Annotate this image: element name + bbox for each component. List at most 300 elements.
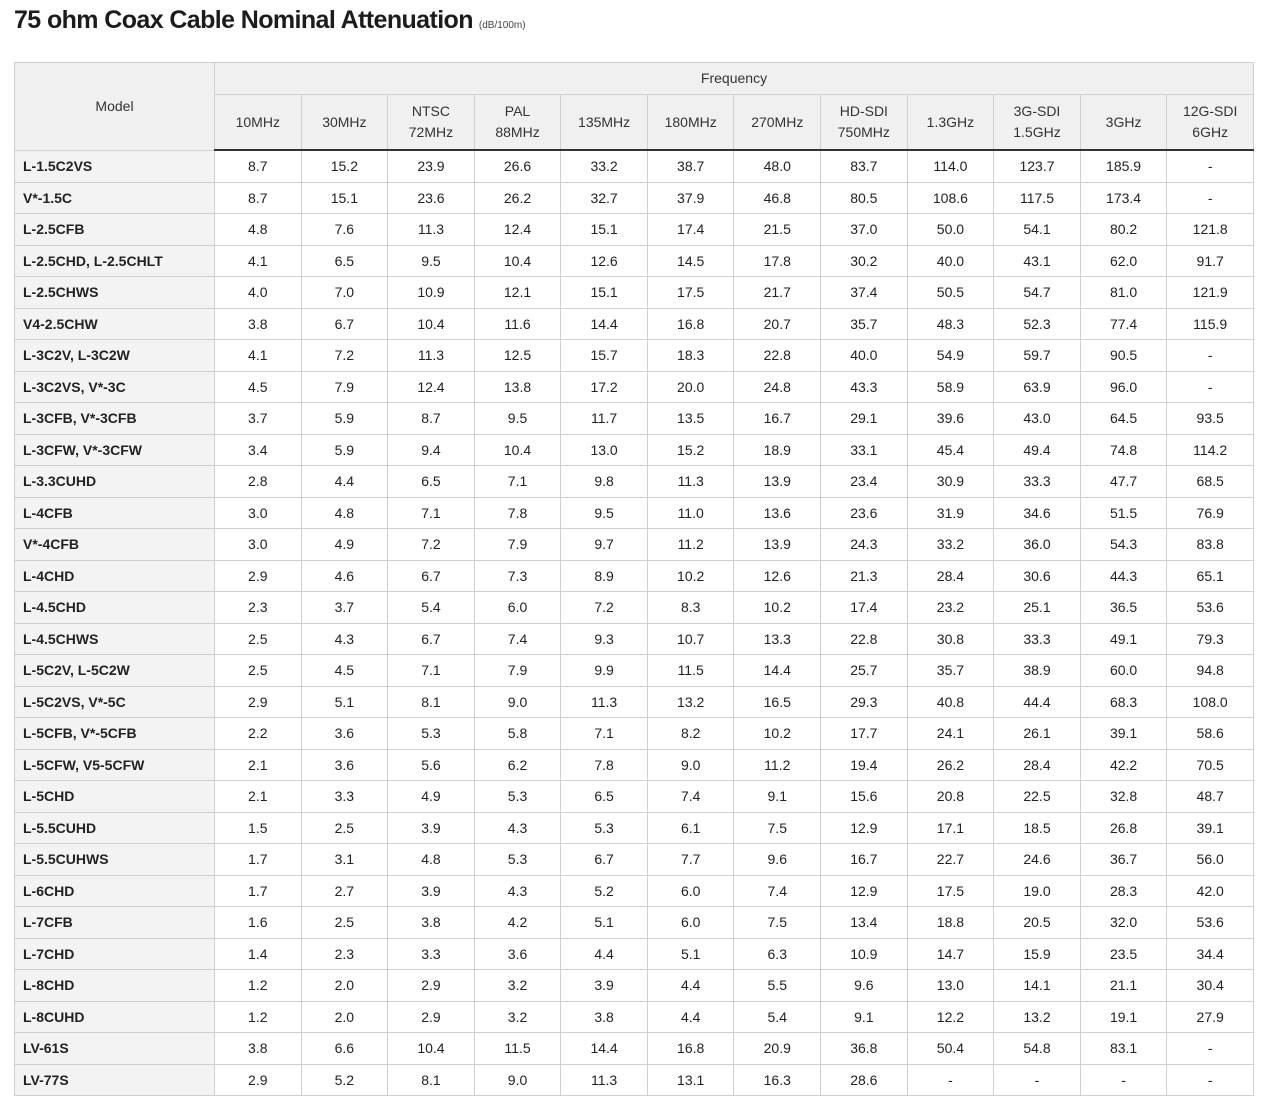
- table-row: [15, 812, 1254, 844]
- attenuation-value-cell: 54.3: [1080, 529, 1167, 561]
- frequency-group-header: Frequency: [215, 63, 1254, 95]
- model-cell: L-4CHD: [15, 560, 215, 592]
- attenuation-value-cell: 13.2: [647, 686, 734, 718]
- attenuation-value-cell: 12.9: [821, 812, 908, 844]
- attenuation-value-cell: 23.9: [388, 150, 475, 182]
- attenuation-value-cell: 37.9: [647, 182, 734, 214]
- attenuation-value-cell: 48.0: [734, 150, 821, 182]
- attenuation-value-cell: 11.5: [647, 655, 734, 687]
- frequency-column-header: [647, 95, 734, 151]
- attenuation-value-cell: 3.0: [215, 497, 302, 529]
- attenuation-value-cell: 14.5: [647, 245, 734, 277]
- attenuation-value-cell: 10.4: [388, 308, 475, 340]
- attenuation-value-cell: 38.7: [647, 150, 734, 182]
- attenuation-value-cell: 3.8: [215, 308, 302, 340]
- table-row: [15, 340, 1254, 372]
- column-header-line: 88MHz: [495, 124, 540, 140]
- attenuation-value-cell: 76.9: [1167, 497, 1254, 529]
- attenuation-value-cell: 74.8: [1080, 434, 1167, 466]
- attenuation-value-cell: 26.6: [474, 150, 561, 182]
- attenuation-value-cell: 40.8: [907, 686, 994, 718]
- attenuation-value-cell: 9.8: [561, 466, 648, 498]
- attenuation-value-cell: 37.4: [821, 277, 908, 309]
- attenuation-value-cell: 45.4: [907, 434, 994, 466]
- column-header-line: 3GHz: [1105, 113, 1142, 130]
- attenuation-value-cell: 10.9: [821, 938, 908, 970]
- attenuation-value-cell: 26.1: [994, 718, 1081, 750]
- table-row: [15, 434, 1254, 466]
- attenuation-value-cell: 3.6: [474, 938, 561, 970]
- attenuation-value-cell: -: [1167, 1033, 1254, 1065]
- attenuation-value-cell: 21.7: [734, 277, 821, 309]
- attenuation-value-cell: 46.8: [734, 182, 821, 214]
- model-cell: V*-1.5C: [15, 182, 215, 214]
- attenuation-value-cell: 1.2: [215, 1001, 302, 1033]
- attenuation-value-cell: 59.7: [994, 340, 1081, 372]
- frequency-column-header: [1167, 95, 1254, 151]
- attenuation-value-cell: 6.3: [734, 938, 821, 970]
- attenuation-value-cell: 62.0: [1080, 245, 1167, 277]
- attenuation-value-cell: 8.7: [215, 150, 302, 182]
- frequency-column-header: [734, 95, 821, 151]
- attenuation-value-cell: 11.2: [647, 529, 734, 561]
- model-cell: L-3C2V, L-3C2W: [15, 340, 215, 372]
- column-header-line: 12G-SDI: [1182, 103, 1238, 119]
- table-row: [15, 781, 1254, 813]
- frequency-column-header: [821, 95, 908, 151]
- table-row: [15, 718, 1254, 750]
- attenuation-value-cell: 11.6: [474, 308, 561, 340]
- frequency-column-header: [388, 95, 475, 151]
- attenuation-value-cell: 14.4: [561, 1033, 648, 1065]
- attenuation-value-cell: 9.7: [561, 529, 648, 561]
- attenuation-value-cell: 2.8: [215, 466, 302, 498]
- attenuation-value-cell: 6.7: [388, 623, 475, 655]
- attenuation-value-cell: 8.9: [561, 560, 648, 592]
- attenuation-value-cell: 23.5: [1080, 938, 1167, 970]
- attenuation-value-cell: 12.6: [734, 560, 821, 592]
- attenuation-value-cell: 2.0: [301, 970, 388, 1002]
- attenuation-value-cell: 123.7: [994, 150, 1081, 182]
- attenuation-value-cell: 5.2: [561, 875, 648, 907]
- attenuation-value-cell: 15.2: [647, 434, 734, 466]
- attenuation-value-cell: 94.8: [1167, 655, 1254, 687]
- attenuation-value-cell: 50.4: [907, 1033, 994, 1065]
- attenuation-value-cell: 34.6: [994, 497, 1081, 529]
- table-row: [15, 938, 1254, 970]
- attenuation-value-cell: 2.9: [215, 686, 302, 718]
- model-cell: L-3CFW, V*-3CFW: [15, 434, 215, 466]
- attenuation-value-cell: 18.8: [907, 907, 994, 939]
- attenuation-value-cell: 83.8: [1167, 529, 1254, 561]
- attenuation-value-cell: 56.0: [1167, 844, 1254, 876]
- attenuation-value-cell: 3.9: [561, 970, 648, 1002]
- column-header-line: 1.5GHz: [1013, 124, 1061, 140]
- attenuation-value-cell: 17.4: [821, 592, 908, 624]
- attenuation-value-cell: 23.2: [907, 592, 994, 624]
- attenuation-value-cell: 7.4: [647, 781, 734, 813]
- attenuation-value-cell: 115.9: [1167, 308, 1254, 340]
- attenuation-value-cell: 3.3: [301, 781, 388, 813]
- attenuation-value-cell: -: [1167, 182, 1254, 214]
- attenuation-value-cell: 40.0: [907, 245, 994, 277]
- attenuation-value-cell: 8.2: [647, 718, 734, 750]
- attenuation-value-cell: 50.5: [907, 277, 994, 309]
- attenuation-value-cell: 3.8: [215, 1033, 302, 1065]
- attenuation-value-cell: 17.4: [647, 214, 734, 246]
- attenuation-value-cell: 30.2: [821, 245, 908, 277]
- attenuation-value-cell: 7.6: [301, 214, 388, 246]
- model-cell: L-5CHD: [15, 781, 215, 813]
- attenuation-value-cell: 20.9: [734, 1033, 821, 1065]
- attenuation-value-cell: 15.7: [561, 340, 648, 372]
- attenuation-value-cell: 21.5: [734, 214, 821, 246]
- attenuation-value-cell: 13.4: [821, 907, 908, 939]
- attenuation-value-cell: 17.2: [561, 371, 648, 403]
- attenuation-value-cell: 4.0: [215, 277, 302, 309]
- table-row: [15, 907, 1254, 939]
- attenuation-value-cell: 185.9: [1080, 150, 1167, 182]
- attenuation-value-cell: 48.7: [1167, 781, 1254, 813]
- attenuation-value-cell: 36.5: [1080, 592, 1167, 624]
- attenuation-value-cell: 3.2: [474, 1001, 561, 1033]
- attenuation-value-cell: 5.1: [647, 938, 734, 970]
- attenuation-value-cell: 43.1: [994, 245, 1081, 277]
- column-header-line: HD-SDI: [839, 103, 888, 119]
- attenuation-value-cell: 7.7: [647, 844, 734, 876]
- attenuation-value-cell: 12.1: [474, 277, 561, 309]
- attenuation-value-cell: 15.1: [561, 277, 648, 309]
- attenuation-table: [14, 62, 1254, 1096]
- attenuation-value-cell: 7.2: [388, 529, 475, 561]
- attenuation-value-cell: 7.1: [388, 497, 475, 529]
- attenuation-value-cell: 12.4: [388, 371, 475, 403]
- attenuation-value-cell: 26.8: [1080, 812, 1167, 844]
- attenuation-value-cell: 65.1: [1167, 560, 1254, 592]
- attenuation-value-cell: 2.5: [215, 655, 302, 687]
- attenuation-value-cell: 7.9: [474, 529, 561, 561]
- attenuation-value-cell: 44.4: [994, 686, 1081, 718]
- model-cell: L-3CFB, V*-3CFB: [15, 403, 215, 435]
- attenuation-value-cell: 4.4: [301, 466, 388, 498]
- model-cell: L-4CFB: [15, 497, 215, 529]
- attenuation-value-cell: 1.7: [215, 844, 302, 876]
- title-text: 75 ohm Coax Cable Nominal Attenuation: [14, 6, 473, 34]
- attenuation-value-cell: 173.4: [1080, 182, 1167, 214]
- attenuation-value-cell: 38.9: [994, 655, 1081, 687]
- attenuation-value-cell: 32.7: [561, 182, 648, 214]
- attenuation-value-cell: 53.6: [1167, 907, 1254, 939]
- attenuation-value-cell: 2.3: [215, 592, 302, 624]
- attenuation-value-cell: 5.6: [388, 749, 475, 781]
- attenuation-value-cell: 12.5: [474, 340, 561, 372]
- attenuation-value-cell: 29.3: [821, 686, 908, 718]
- table-row: [15, 1001, 1254, 1033]
- attenuation-value-cell: 9.0: [647, 749, 734, 781]
- attenuation-value-cell: 93.5: [1167, 403, 1254, 435]
- attenuation-value-cell: 2.9: [215, 560, 302, 592]
- attenuation-value-cell: 5.2: [301, 1064, 388, 1096]
- frequency-column-header: [1080, 95, 1167, 151]
- attenuation-value-cell: 22.7: [907, 844, 994, 876]
- attenuation-value-cell: 4.4: [647, 1001, 734, 1033]
- attenuation-value-cell: 2.9: [388, 970, 475, 1002]
- attenuation-value-cell: 43.3: [821, 371, 908, 403]
- attenuation-value-cell: 16.8: [647, 1033, 734, 1065]
- table-row: [15, 497, 1254, 529]
- attenuation-value-cell: 63.9: [994, 371, 1081, 403]
- attenuation-value-cell: 7.1: [561, 718, 648, 750]
- attenuation-value-cell: 2.5: [301, 812, 388, 844]
- table-row: [15, 875, 1254, 907]
- model-cell: L-4.5CHD: [15, 592, 215, 624]
- attenuation-value-cell: 40.0: [821, 340, 908, 372]
- model-cell: L-7CFB: [15, 907, 215, 939]
- attenuation-value-cell: 108.6: [907, 182, 994, 214]
- attenuation-value-cell: 6.2: [474, 749, 561, 781]
- column-header-line: 3G-SDI: [1013, 103, 1061, 119]
- attenuation-value-cell: -: [1080, 1064, 1167, 1096]
- attenuation-value-cell: 5.3: [474, 844, 561, 876]
- attenuation-value-cell: 81.0: [1080, 277, 1167, 309]
- frequency-column-header: [301, 95, 388, 151]
- attenuation-value-cell: 108.0: [1167, 686, 1254, 718]
- attenuation-value-cell: 11.3: [561, 686, 648, 718]
- table-row: [15, 529, 1254, 561]
- attenuation-value-cell: 3.8: [561, 1001, 648, 1033]
- attenuation-value-cell: 18.3: [647, 340, 734, 372]
- attenuation-value-cell: 16.5: [734, 686, 821, 718]
- attenuation-value-cell: 13.0: [907, 970, 994, 1002]
- attenuation-value-cell: 6.5: [301, 245, 388, 277]
- attenuation-value-cell: 79.3: [1167, 623, 1254, 655]
- attenuation-value-cell: 3.2: [474, 970, 561, 1002]
- attenuation-value-cell: 20.7: [734, 308, 821, 340]
- attenuation-value-cell: 20.0: [647, 371, 734, 403]
- attenuation-value-cell: 3.0: [215, 529, 302, 561]
- attenuation-value-cell: 14.4: [561, 308, 648, 340]
- table-header: [15, 63, 1254, 151]
- attenuation-value-cell: 6.5: [561, 781, 648, 813]
- attenuation-value-cell: 9.3: [561, 623, 648, 655]
- attenuation-value-cell: 13.8: [474, 371, 561, 403]
- table-row: [15, 749, 1254, 781]
- model-cell: V4-2.5CHW: [15, 308, 215, 340]
- attenuation-value-cell: 3.4: [215, 434, 302, 466]
- attenuation-value-cell: 114.2: [1167, 434, 1254, 466]
- attenuation-value-cell: 6.0: [474, 592, 561, 624]
- column-header-line: 30MHz: [322, 113, 367, 130]
- attenuation-value-cell: 7.5: [734, 907, 821, 939]
- table-row: [15, 371, 1254, 403]
- column-header-line: PAL: [504, 103, 531, 119]
- model-cell: L-5CFW, V5-5CFW: [15, 749, 215, 781]
- model-cell: L-5C2VS, V*-5C: [15, 686, 215, 718]
- attenuation-value-cell: 47.7: [1080, 466, 1167, 498]
- model-cell: LV-61S: [15, 1033, 215, 1065]
- model-cell: L-2.5CFB: [15, 214, 215, 246]
- table-row: [15, 560, 1254, 592]
- frequency-column-header: [994, 95, 1081, 151]
- attenuation-value-cell: 2.2: [215, 718, 302, 750]
- attenuation-value-cell: 42.2: [1080, 749, 1167, 781]
- attenuation-value-cell: 17.1: [907, 812, 994, 844]
- attenuation-value-cell: 11.2: [734, 749, 821, 781]
- attenuation-value-cell: 11.3: [388, 340, 475, 372]
- attenuation-value-cell: 4.4: [561, 938, 648, 970]
- attenuation-value-cell: 28.3: [1080, 875, 1167, 907]
- column-header-line: 10MHz: [235, 113, 280, 130]
- attenuation-value-cell: 27.9: [1167, 1001, 1254, 1033]
- attenuation-value-cell: 68.5: [1167, 466, 1254, 498]
- model-cell: L-5CFB, V*-5CFB: [15, 718, 215, 750]
- attenuation-value-cell: 5.1: [561, 907, 648, 939]
- attenuation-value-cell: 11.3: [388, 214, 475, 246]
- attenuation-value-cell: 15.1: [301, 182, 388, 214]
- attenuation-value-cell: 17.7: [821, 718, 908, 750]
- attenuation-value-cell: 33.1: [821, 434, 908, 466]
- attenuation-value-cell: 2.0: [301, 1001, 388, 1033]
- attenuation-value-cell: 7.4: [474, 623, 561, 655]
- attenuation-value-cell: 83.7: [821, 150, 908, 182]
- attenuation-value-cell: 2.9: [215, 1064, 302, 1096]
- attenuation-value-cell: 5.5: [734, 970, 821, 1002]
- attenuation-value-cell: 60.0: [1080, 655, 1167, 687]
- attenuation-value-cell: 6.5: [388, 466, 475, 498]
- attenuation-value-cell: 15.6: [821, 781, 908, 813]
- attenuation-value-cell: 7.9: [474, 655, 561, 687]
- attenuation-value-cell: 11.7: [561, 403, 648, 435]
- model-cell: L-6CHD: [15, 875, 215, 907]
- attenuation-value-cell: 1.2: [215, 970, 302, 1002]
- attenuation-value-cell: 53.6: [1167, 592, 1254, 624]
- attenuation-value-cell: 13.9: [734, 529, 821, 561]
- column-header-line: 6GHz: [1192, 124, 1229, 140]
- attenuation-value-cell: 4.8: [388, 844, 475, 876]
- attenuation-value-cell: 16.3: [734, 1064, 821, 1096]
- attenuation-value-cell: 5.9: [301, 434, 388, 466]
- attenuation-value-cell: 3.6: [301, 718, 388, 750]
- attenuation-value-cell: 4.8: [301, 497, 388, 529]
- attenuation-value-cell: 13.3: [734, 623, 821, 655]
- attenuation-value-cell: 12.4: [474, 214, 561, 246]
- table-body: [15, 150, 1254, 1096]
- attenuation-value-cell: 19.0: [994, 875, 1081, 907]
- attenuation-value-cell: 36.8: [821, 1033, 908, 1065]
- attenuation-value-cell: 5.3: [474, 781, 561, 813]
- attenuation-value-cell: 5.4: [388, 592, 475, 624]
- attenuation-value-cell: 9.6: [734, 844, 821, 876]
- column-header-line: 180MHz: [664, 113, 717, 130]
- table-row: [15, 1033, 1254, 1065]
- attenuation-value-cell: 10.2: [734, 592, 821, 624]
- attenuation-value-cell: 23.6: [388, 182, 475, 214]
- attenuation-value-cell: 9.0: [474, 686, 561, 718]
- attenuation-value-cell: 24.3: [821, 529, 908, 561]
- attenuation-value-cell: 3.8: [388, 907, 475, 939]
- attenuation-value-cell: 80.2: [1080, 214, 1167, 246]
- attenuation-value-cell: 54.9: [907, 340, 994, 372]
- attenuation-value-cell: 34.4: [1167, 938, 1254, 970]
- frequency-column-header: [561, 95, 648, 151]
- attenuation-value-cell: 39.1: [1167, 812, 1254, 844]
- attenuation-value-cell: 18.5: [994, 812, 1081, 844]
- attenuation-value-cell: 7.5: [734, 812, 821, 844]
- attenuation-value-cell: 5.1: [301, 686, 388, 718]
- attenuation-value-cell: 11.5: [474, 1033, 561, 1065]
- attenuation-value-cell: 21.3: [821, 560, 908, 592]
- attenuation-value-cell: 3.9: [388, 875, 475, 907]
- attenuation-value-cell: 6.7: [561, 844, 648, 876]
- attenuation-value-cell: 10.4: [388, 1033, 475, 1065]
- attenuation-value-cell: 28.4: [907, 560, 994, 592]
- column-header-line: 270MHz: [751, 113, 804, 130]
- attenuation-value-cell: 12.2: [907, 1001, 994, 1033]
- column-header-line: 72MHz: [408, 124, 454, 140]
- attenuation-value-cell: 6.0: [647, 907, 734, 939]
- attenuation-value-cell: 4.6: [301, 560, 388, 592]
- attenuation-value-cell: 13.2: [994, 1001, 1081, 1033]
- attenuation-value-cell: -: [1167, 340, 1254, 372]
- attenuation-value-cell: 29.1: [821, 403, 908, 435]
- attenuation-value-cell: 42.0: [1167, 875, 1254, 907]
- table-row: [15, 245, 1254, 277]
- title-unit: (dB/100m): [478, 20, 526, 31]
- attenuation-value-cell: 36.7: [1080, 844, 1167, 876]
- attenuation-value-cell: 10.2: [647, 560, 734, 592]
- attenuation-value-cell: 7.8: [474, 497, 561, 529]
- attenuation-value-cell: 90.5: [1080, 340, 1167, 372]
- attenuation-value-cell: 4.5: [301, 655, 388, 687]
- attenuation-value-cell: 11.0: [647, 497, 734, 529]
- attenuation-value-cell: 68.3: [1080, 686, 1167, 718]
- attenuation-value-cell: 7.1: [388, 655, 475, 687]
- attenuation-value-cell: 6.0: [647, 875, 734, 907]
- attenuation-value-cell: 13.9: [734, 466, 821, 498]
- attenuation-value-cell: 14.7: [907, 938, 994, 970]
- attenuation-value-cell: 4.1: [215, 245, 302, 277]
- attenuation-value-cell: 4.3: [474, 812, 561, 844]
- attenuation-value-cell: 20.8: [907, 781, 994, 813]
- model-column-header: Model: [15, 63, 215, 151]
- model-cell: L-2.5CHD, L-2.5CHLT: [15, 245, 215, 277]
- model-cell: L-8CHD: [15, 970, 215, 1002]
- attenuation-value-cell: 9.1: [734, 781, 821, 813]
- frequency-column-header: [907, 95, 994, 151]
- attenuation-value-cell: 48.3: [907, 308, 994, 340]
- attenuation-value-cell: 7.1: [474, 466, 561, 498]
- attenuation-value-cell: 36.0: [994, 529, 1081, 561]
- table-row: [15, 182, 1254, 214]
- attenuation-value-cell: 22.5: [994, 781, 1081, 813]
- attenuation-value-cell: 23.6: [821, 497, 908, 529]
- attenuation-value-cell: 70.5: [1167, 749, 1254, 781]
- attenuation-value-cell: 7.2: [301, 340, 388, 372]
- attenuation-value-cell: 14.1: [994, 970, 1081, 1002]
- attenuation-value-cell: 35.7: [821, 308, 908, 340]
- table-row: [15, 308, 1254, 340]
- attenuation-value-cell: 8.7: [388, 403, 475, 435]
- attenuation-value-cell: 96.0: [1080, 371, 1167, 403]
- attenuation-value-cell: 5.3: [388, 718, 475, 750]
- column-header-line: 1.3GHz: [926, 113, 975, 130]
- attenuation-value-cell: 28.6: [821, 1064, 908, 1096]
- attenuation-value-cell: 58.9: [907, 371, 994, 403]
- attenuation-value-cell: 2.1: [215, 781, 302, 813]
- attenuation-value-cell: 5.8: [474, 718, 561, 750]
- table-row: [15, 277, 1254, 309]
- attenuation-value-cell: 3.3: [388, 938, 475, 970]
